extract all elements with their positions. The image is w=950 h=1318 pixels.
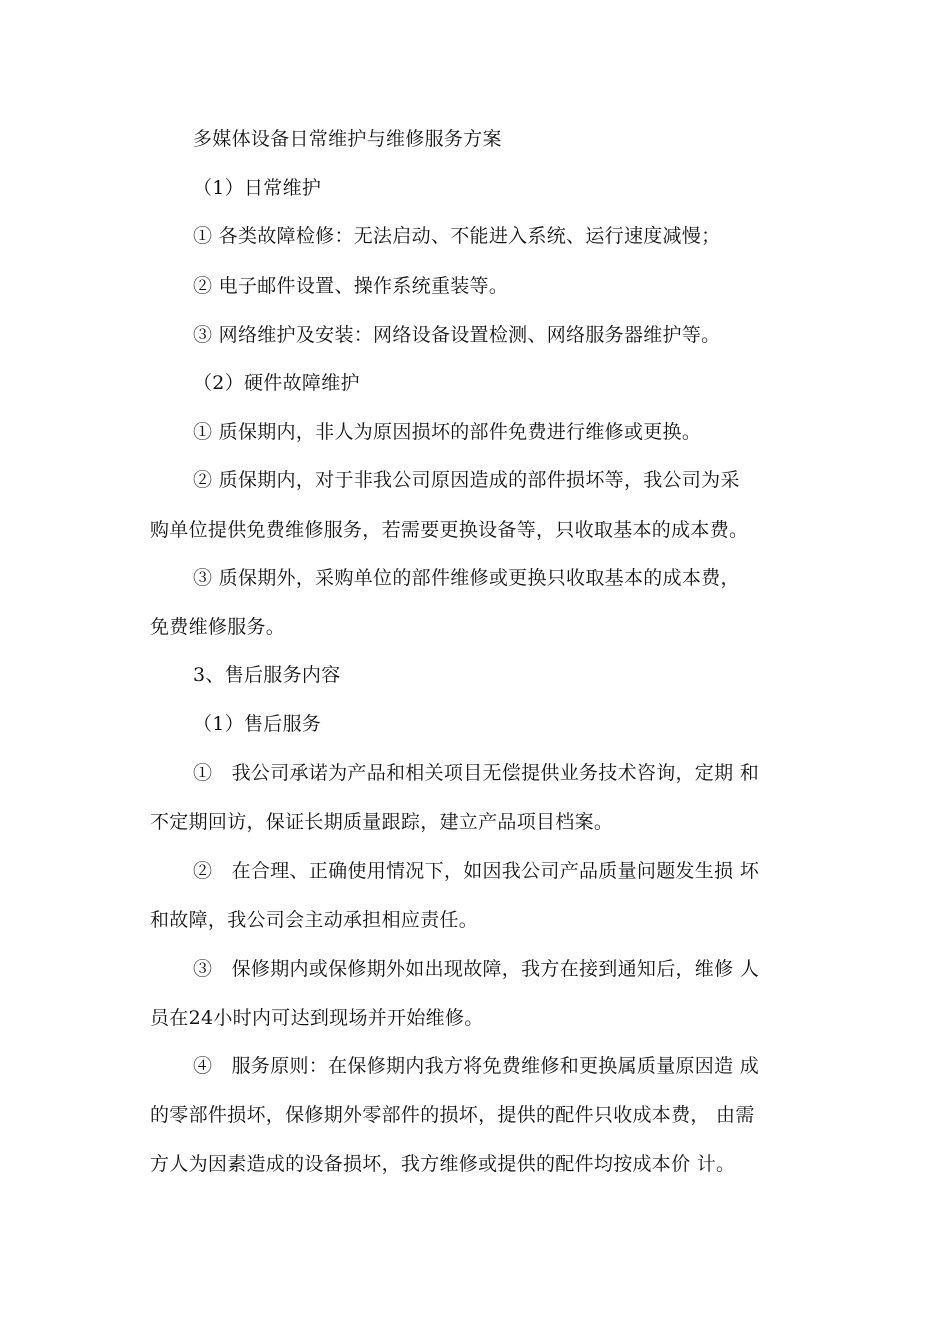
list-item: ② 在合理、正确使用情况下，如因我公司产品质量问题发生损 坏	[193, 860, 760, 882]
part3-heading: 3、售后服务内容	[193, 664, 341, 686]
list-item: ③ 网络维护及安装：网络设备设置检测、网络服务器维护等。	[193, 324, 721, 346]
list-item: ② 质保期内，对于非我公司原因造成的部件损坏等，我公司为采	[193, 469, 740, 491]
list-item: ① 质保期内，非人为原因损坏的部件免费进行维修或更换。	[193, 421, 702, 443]
list-item-continuation: 免费维修服务。	[150, 616, 286, 638]
list-item: ③ 质保期外，采购单位的部件维修或更换只收取基本的成本费，	[193, 567, 740, 589]
list-item: ③ 保修期内或保修期外如出现故障，我方在接到通知后，维修 人	[193, 958, 760, 980]
list-item: ④ 服务原则：在保修期内我方将免费维修和更换属质量原因造 成	[193, 1055, 760, 1077]
list-item: ① 我公司承诺为产品和相关项目无偿提供业务技术咨询，定期 和	[193, 762, 760, 784]
list-item-continuation: 的零部件损坏，保修期外零部件的损坏，提供的配件只收成本费， 由需	[150, 1104, 755, 1126]
list-item-continuation: 员在24小时内可达到现场并开始维修。	[150, 1007, 484, 1029]
list-item: ① 各类故障检修：无法启动、不能进入系统、运行速度减慢；	[193, 225, 721, 247]
list-item-continuation: 购单位提供免费维修服务，若需要更换设备等，只收取基本的成本费。	[150, 519, 749, 541]
list-item-continuation: 和故障，我公司会主动承担相应责任。	[150, 909, 479, 931]
list-item-continuation: 方人为因素造成的设备损坏，我方维修或提供的配件均按成本价 计。	[150, 1153, 736, 1175]
document-title: 多媒体设备日常维护与维修服务方案	[193, 128, 502, 150]
part3-subheading: （1）售后服务	[193, 713, 322, 735]
list-item: ② 电子邮件设置、操作系统重装等。	[193, 275, 509, 297]
list-item-continuation: 不定期回访，保证长期质量跟踪，建立产品项目档案。	[150, 811, 614, 833]
section-heading-hardware-maintenance: （2）硬件故障维护	[193, 372, 360, 394]
section-heading-daily-maintenance: （1）日常维护	[193, 177, 322, 199]
